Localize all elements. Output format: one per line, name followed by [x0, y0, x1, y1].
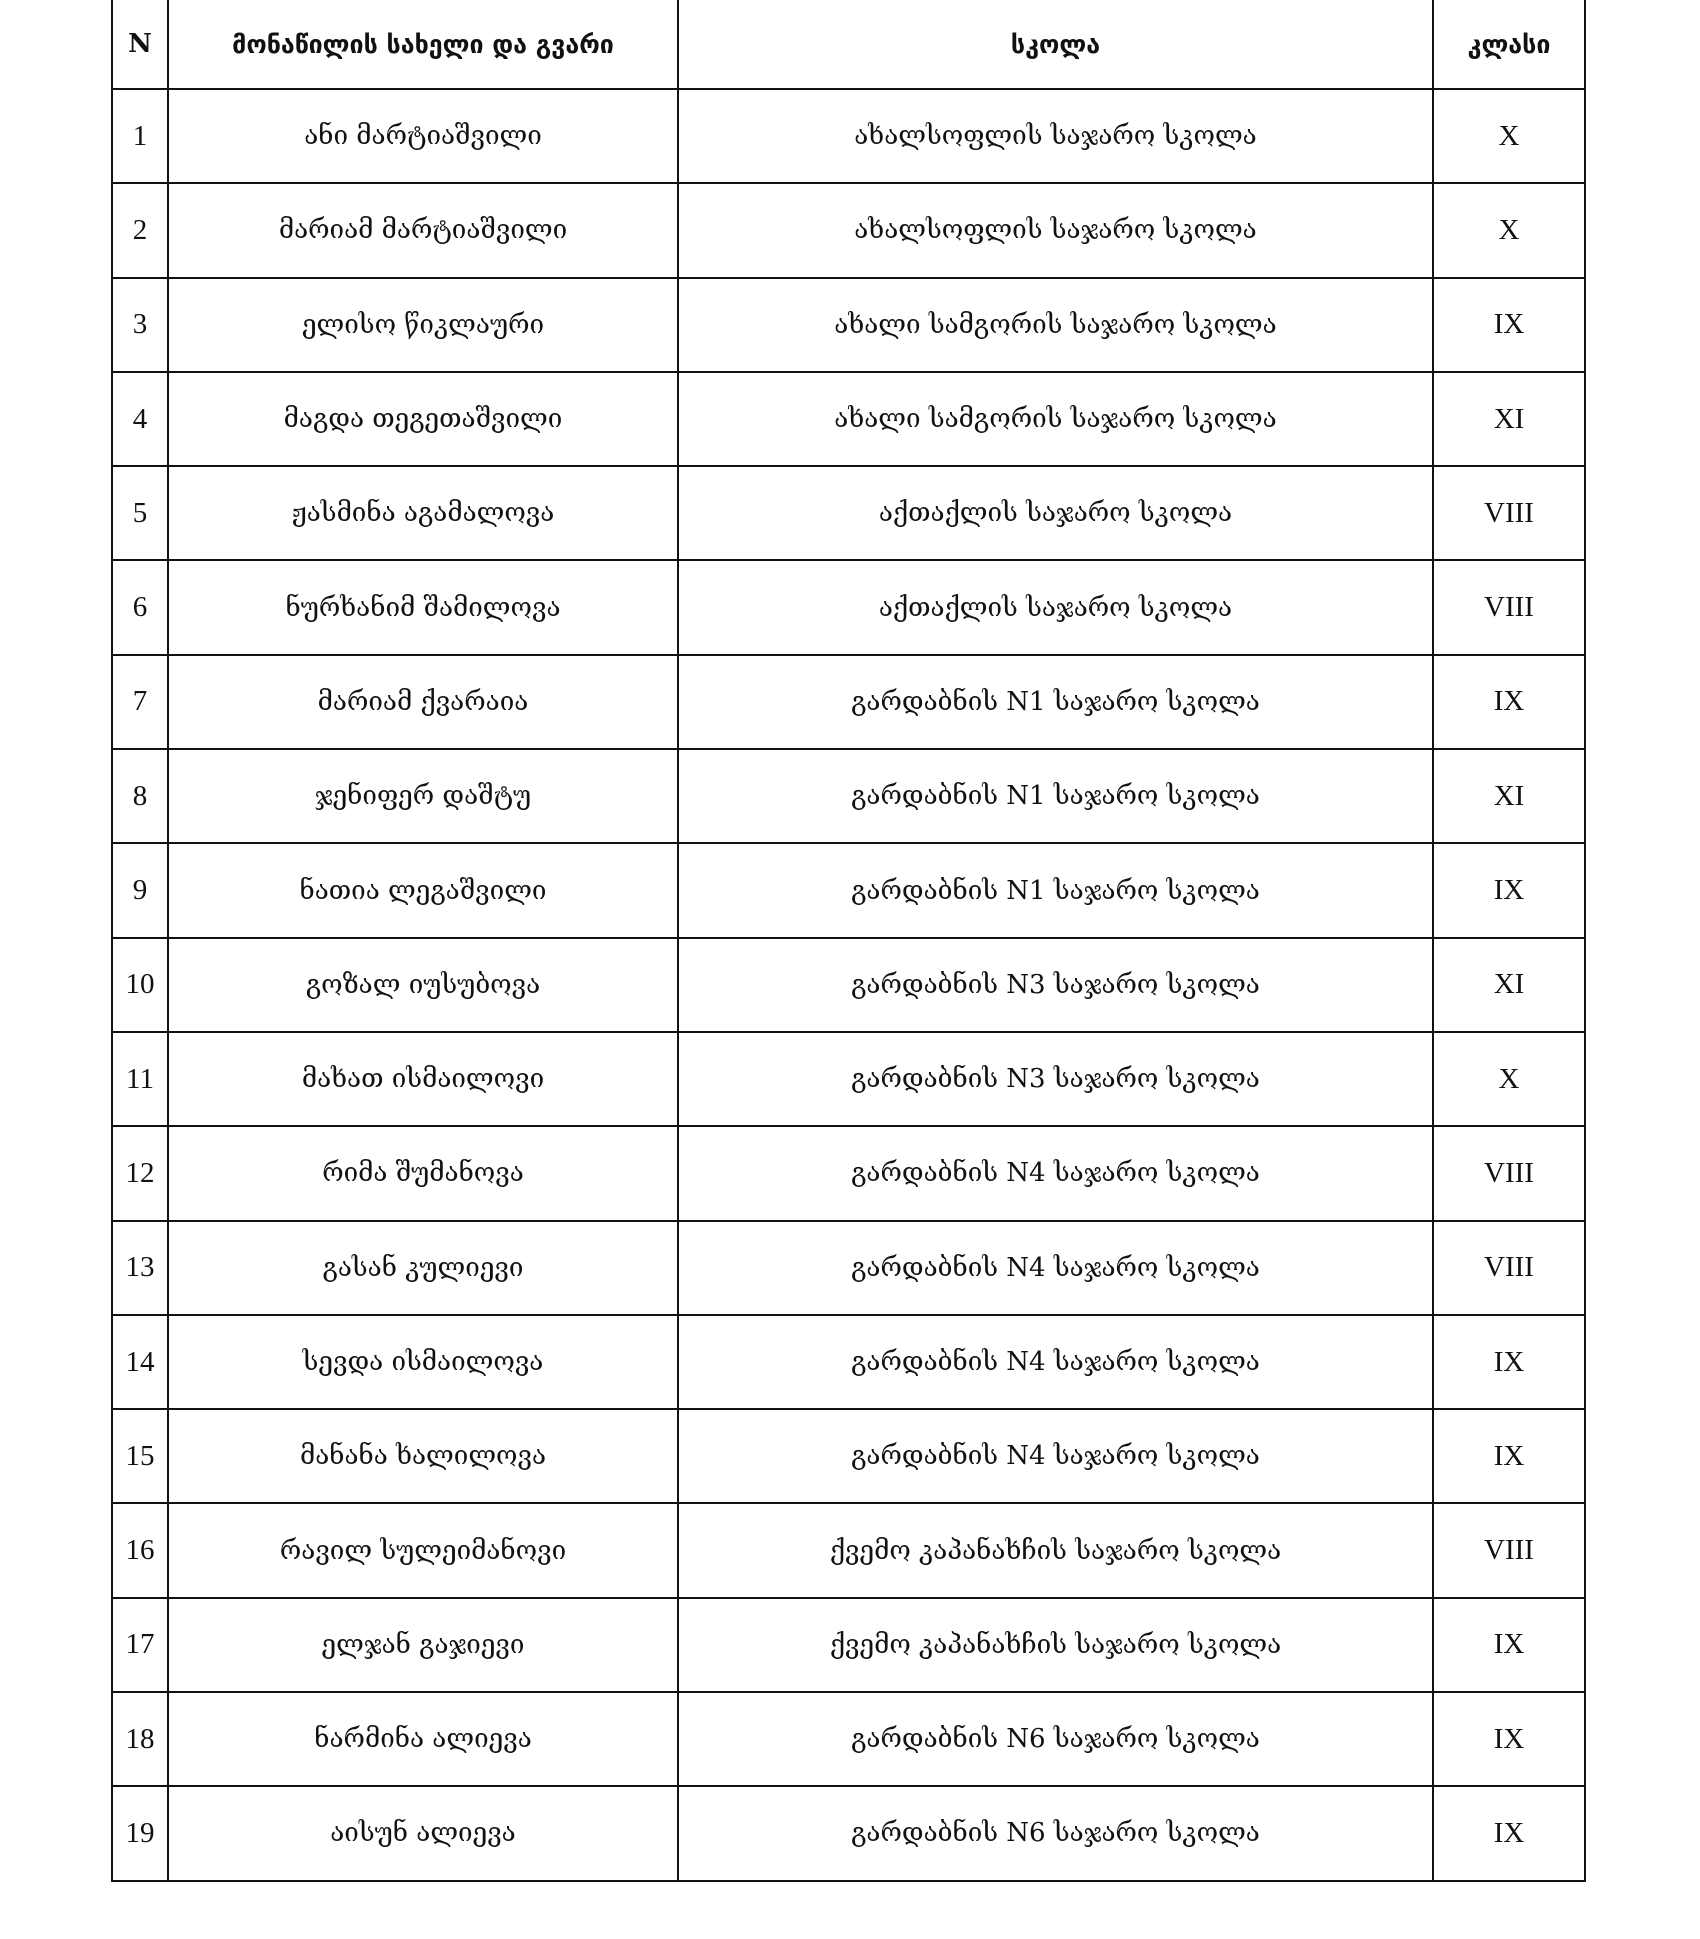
participant-name: მახათ ისმაილოვი	[168, 1032, 678, 1126]
school-name: გარდაბნის N1 საჯარო სკოლა	[678, 655, 1433, 749]
participant-name: მარიამ მარტიაშვილი	[168, 183, 678, 277]
grade-value: IX	[1433, 278, 1585, 372]
participant-name: ნარმინა ალიევა	[168, 1692, 678, 1786]
participant-name: ელისო წიკლაური	[168, 278, 678, 372]
row-number: 14	[112, 1315, 168, 1409]
school-name: გარდაბნის N6 საჯარო სკოლა	[678, 1692, 1433, 1786]
row-number: 8	[112, 749, 168, 843]
school-name: ქვემო კაპანახჩის საჯარო სკოლა	[678, 1503, 1433, 1597]
school-name: ახალი სამგორის საჯარო სკოლა	[678, 372, 1433, 466]
table-row	[112, 1126, 1585, 1220]
row-number: 4	[112, 372, 168, 466]
header-participant-name: მონაწილის სახელი და გვარი	[168, 0, 678, 89]
row-number: 3	[112, 278, 168, 372]
row-number: 16	[112, 1503, 168, 1597]
grade-value: VIII	[1433, 560, 1585, 654]
grade-value: X	[1433, 1032, 1585, 1126]
grade-value: VIII	[1433, 1126, 1585, 1220]
table-row	[112, 1786, 1585, 1880]
school-name: ახალი სამგორის საჯარო სკოლა	[678, 278, 1433, 372]
grade-value: IX	[1433, 655, 1585, 749]
participant-name: რიმა შუმანოვა	[168, 1126, 678, 1220]
row-number: 18	[112, 1692, 168, 1786]
table-row	[112, 1598, 1585, 1692]
grade-value: IX	[1433, 1315, 1585, 1409]
table-row	[112, 183, 1585, 277]
school-name: გარდაბნის N4 საჯარო სკოლა	[678, 1126, 1433, 1220]
grade-value: IX	[1433, 1786, 1585, 1880]
table-row	[112, 1221, 1585, 1315]
school-name: გარდაბნის N3 საჯარო სკოლა	[678, 1032, 1433, 1126]
grade-value: XI	[1433, 938, 1585, 1032]
participant-name: ნათია ლეგაშვილი	[168, 843, 678, 937]
header-school: სკოლა	[678, 0, 1433, 89]
participant-name: რავილ სულეიმანოვი	[168, 1503, 678, 1597]
row-number: 9	[112, 843, 168, 937]
row-number: 13	[112, 1221, 168, 1315]
row-number: 17	[112, 1598, 168, 1692]
school-name: გარდაბნის N3 საჯარო სკოლა	[678, 938, 1433, 1032]
header-number: N	[112, 0, 168, 89]
school-name: ახალსოფლის საჯარო სკოლა	[678, 89, 1433, 183]
table-row	[112, 655, 1585, 749]
participant-name: აისუნ ალიევა	[168, 1786, 678, 1880]
school-name: გარდაბნის N4 საჯარო სკოლა	[678, 1315, 1433, 1409]
grade-value: VIII	[1433, 1221, 1585, 1315]
grade-value: VIII	[1433, 1503, 1585, 1597]
table-row	[112, 1503, 1585, 1597]
row-number: 12	[112, 1126, 168, 1220]
participants-document	[111, 0, 1584, 1882]
table-row	[112, 843, 1585, 937]
participant-name: ნურხანიმ შამილოვა	[168, 560, 678, 654]
grade-value: X	[1433, 89, 1585, 183]
table-row	[112, 466, 1585, 560]
school-name: გარდაბნის N1 საჯარო სკოლა	[678, 749, 1433, 843]
participant-name: ელჯან გაჯიევი	[168, 1598, 678, 1692]
participant-name: ჟასმინა აგამალოვა	[168, 466, 678, 560]
table-row	[112, 749, 1585, 843]
header-row	[112, 0, 1585, 89]
grade-value: IX	[1433, 843, 1585, 937]
grade-value: X	[1433, 183, 1585, 277]
table-row	[112, 1032, 1585, 1126]
table-header	[112, 0, 1585, 89]
participant-name: მანანა ხალილოვა	[168, 1409, 678, 1503]
row-number: 2	[112, 183, 168, 277]
participant-name: მარიამ ქვარაია	[168, 655, 678, 749]
table-row	[112, 560, 1585, 654]
header-grade: კლასი	[1433, 0, 1585, 89]
school-name: ქვემო კაპანახჩის საჯარო სკოლა	[678, 1598, 1433, 1692]
table-row	[112, 1315, 1585, 1409]
grade-value: XI	[1433, 372, 1585, 466]
table-row	[112, 1409, 1585, 1503]
participant-name: გასან კულიევი	[168, 1221, 678, 1315]
table-row	[112, 938, 1585, 1032]
table-row	[112, 89, 1585, 183]
participant-name: სევდა ისმაილოვა	[168, 1315, 678, 1409]
row-number: 10	[112, 938, 168, 1032]
grade-value: IX	[1433, 1692, 1585, 1786]
row-number: 5	[112, 466, 168, 560]
row-number: 1	[112, 89, 168, 183]
school-name: გარდაბნის N1 საჯარო სკოლა	[678, 843, 1433, 937]
school-name: გარდაბნის N4 საჯარო სკოლა	[678, 1409, 1433, 1503]
participant-name: გოზალ იუსუბოვა	[168, 938, 678, 1032]
grade-value: XI	[1433, 749, 1585, 843]
school-name: აქთაქლის საჯარო სკოლა	[678, 560, 1433, 654]
table-body	[112, 89, 1585, 1881]
row-number: 15	[112, 1409, 168, 1503]
table-row	[112, 278, 1585, 372]
participant-name: ჯენიფერ დაშტუ	[168, 749, 678, 843]
participant-name: ანი მარტიაშვილი	[168, 89, 678, 183]
grade-value: IX	[1433, 1598, 1585, 1692]
school-name: აქთაქლის საჯარო სკოლა	[678, 466, 1433, 560]
grade-value: VIII	[1433, 466, 1585, 560]
table-row	[112, 372, 1585, 466]
row-number: 11	[112, 1032, 168, 1126]
grade-value: IX	[1433, 1409, 1585, 1503]
row-number: 6	[112, 560, 168, 654]
row-number: 7	[112, 655, 168, 749]
school-name: გარდაბნის N4 საჯარო სკოლა	[678, 1221, 1433, 1315]
table-row	[112, 1692, 1585, 1786]
school-name: გარდაბნის N6 საჯარო სკოლა	[678, 1786, 1433, 1880]
school-name: ახალსოფლის საჯარო სკოლა	[678, 183, 1433, 277]
participant-name: მაგდა თეგეთაშვილი	[168, 372, 678, 466]
row-number: 19	[112, 1786, 168, 1880]
participants-table	[111, 0, 1586, 1882]
